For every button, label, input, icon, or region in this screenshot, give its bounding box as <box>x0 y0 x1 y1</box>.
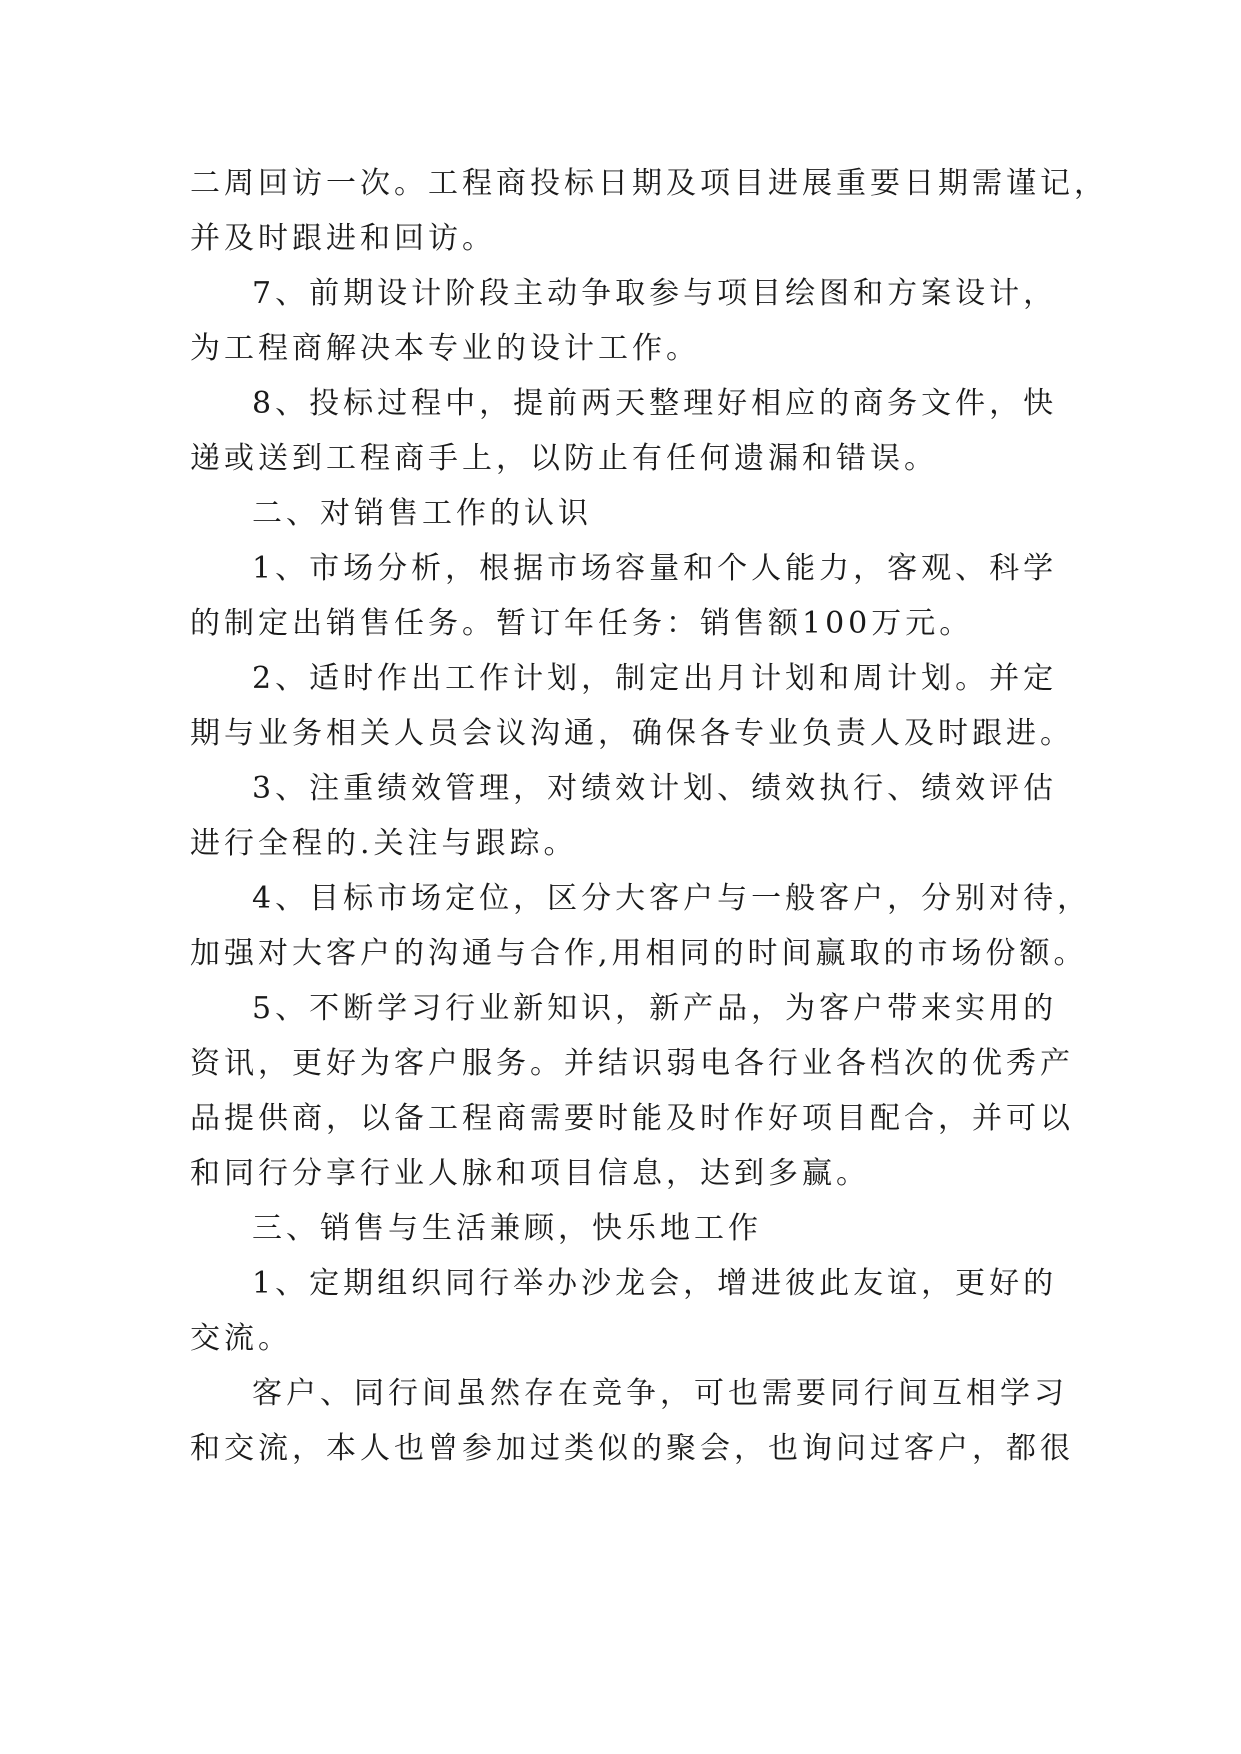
document-body <box>190 156 1108 1476</box>
text-line: 资讯，更好为客户服务。并结识弱电各行业各档次的优秀产 <box>190 1046 1074 1081</box>
text-line: 和同行分享行业人脉和项目信息，达到多赢。 <box>190 1156 870 1191</box>
section-heading: 二、对销售工作的认识 <box>252 496 592 531</box>
text-line: 3、注重绩效管理，对绩效计划、绩效执行、绩效评估 <box>252 771 1058 806</box>
text-line: 并及时跟进和回访。 <box>190 221 496 256</box>
text-line: 的制定出销售任务。暂订年任务：销售额100万元。 <box>190 606 974 641</box>
text-line: 品提供商，以备工程商需要时能及时作好项目配合，并可以 <box>190 1101 1074 1136</box>
text-line: 交流。 <box>190 1321 292 1356</box>
text-line: 二周回访一次。工程商投标日期及项目进展重要日期需谨记， <box>190 166 1108 201</box>
text-line: 加强对大客户的沟通与合作,用相同的时间赢取的市场份额。 <box>190 936 1088 971</box>
text-line: 递或送到工程商手上，以防止有任何遗漏和错误。 <box>190 441 938 476</box>
text-line: 和交流，本人也曾参加过类似的聚会，也询问过客户，都很 <box>190 1431 1074 1466</box>
text-line: 2、适时作出工作计划，制定出月计划和周计划。并定 <box>252 661 1058 696</box>
text-line: 8、投标过程中，提前两天整理好相应的商务文件，快 <box>252 386 1058 421</box>
text-line: 期与业务相关人员会议沟通，确保各专业负责人及时跟进。 <box>190 716 1074 751</box>
text-line: 4、目标市场定位，区分大客户与一般客户，分别对待， <box>252 881 1092 916</box>
text-line: 1、定期组织同行举办沙龙会，增进彼此友谊，更好的 <box>252 1266 1058 1301</box>
text-line: 客户、同行间虽然存在竞争，可也需要同行间互相学习 <box>252 1376 1068 1411</box>
text-line: 进行全程的.关注与跟踪。 <box>190 826 578 861</box>
text-line: 5、不断学习行业新知识，新产品，为客户带来实用的 <box>252 991 1058 1026</box>
text-line: 为工程商解决本专业的设计工作。 <box>190 331 700 366</box>
section-heading: 三、销售与生活兼顾，快乐地工作 <box>252 1211 762 1246</box>
text-line: 7、前期设计阶段主动争取参与项目绘图和方案设计， <box>252 276 1058 311</box>
text-line: 1、市场分析，根据市场容量和个人能力，客观、科学 <box>252 551 1058 586</box>
